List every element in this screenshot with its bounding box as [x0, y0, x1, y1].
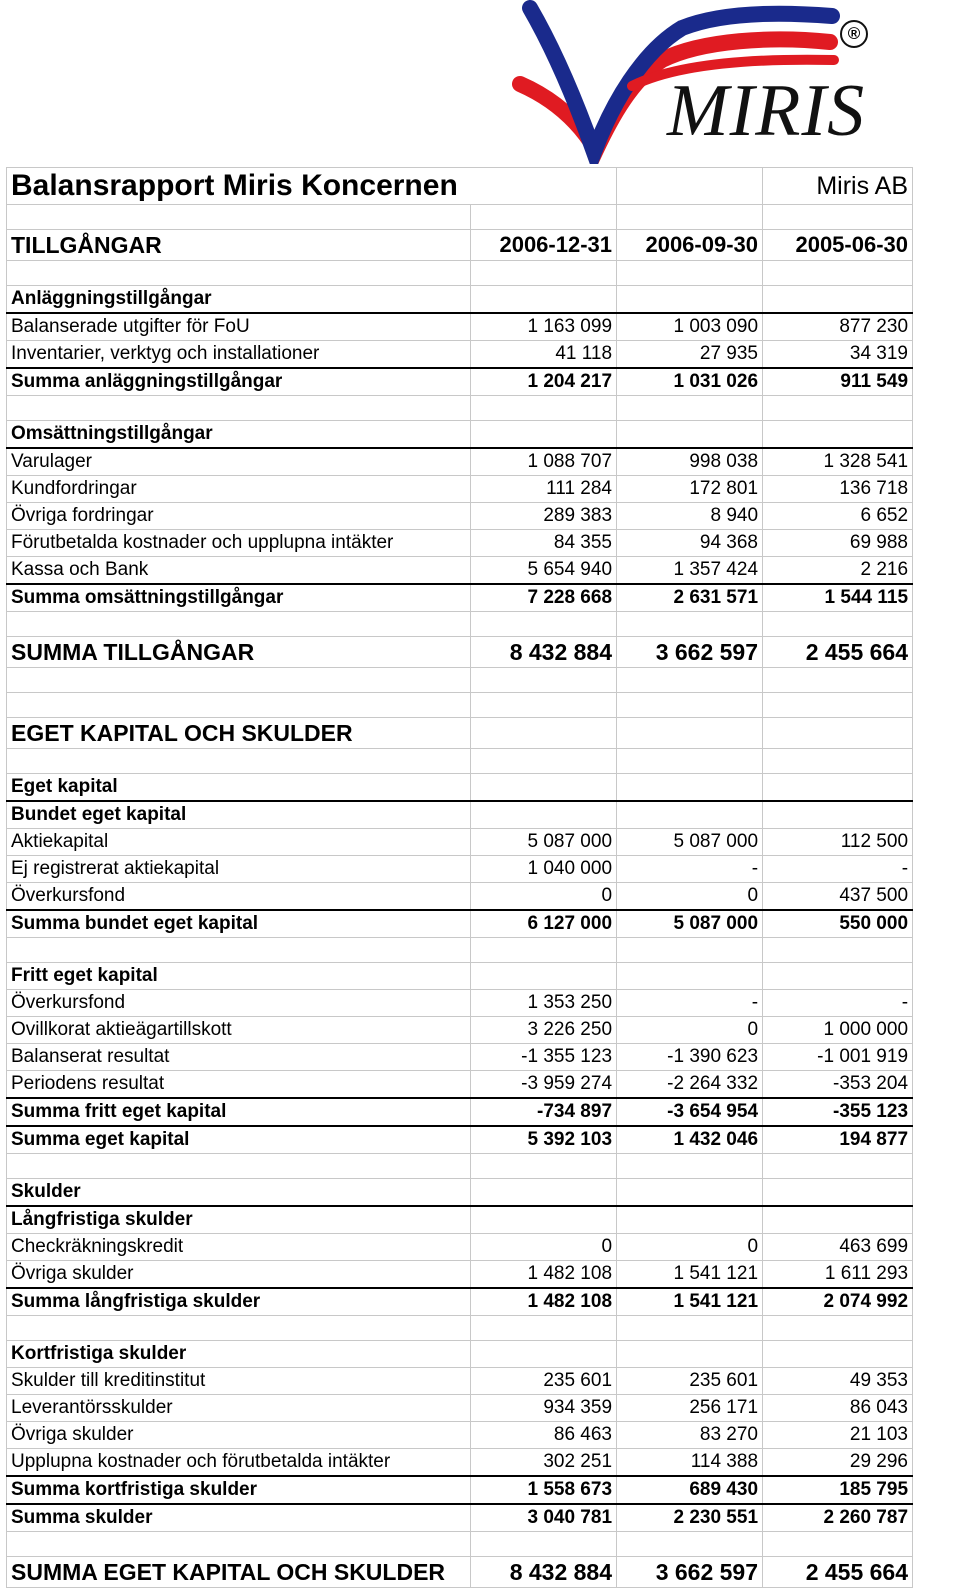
value-cell: 911 549: [763, 368, 913, 396]
column-date-1: 2006-09-30: [617, 230, 763, 261]
empty-cell: [617, 1206, 763, 1234]
sum-row-summa-fritt-eget-kapital: [7, 1098, 913, 1126]
blank-row: [7, 261, 913, 286]
value-cell: 998 038: [617, 448, 763, 476]
value-cell: 2 074 992: [763, 1288, 913, 1316]
empty-cell: [617, 1154, 763, 1179]
empty-cell: [471, 1532, 617, 1557]
empty-cell: [617, 396, 763, 421]
section-row-omsattningstillgangar: [7, 421, 913, 449]
empty-cell: [763, 718, 913, 749]
empty-cell: [7, 938, 471, 963]
sub-row-langfristiga-skulder: [7, 1206, 913, 1234]
item-row-balanserat-resultat: [7, 1044, 913, 1071]
empty-cell: [7, 396, 471, 421]
value-cell: 1 357 424: [617, 557, 763, 585]
row-label: Summa omsättningstillgångar: [7, 584, 471, 612]
empty-cell: [763, 693, 913, 718]
empty-cell: [763, 938, 913, 963]
empty-cell: [471, 1316, 617, 1341]
empty-cell: [617, 938, 763, 963]
empty-cell: [471, 1206, 617, 1234]
value-cell: 5 087 000: [617, 829, 763, 856]
item-row-kassa-och-bank: [7, 557, 913, 585]
value-cell: 0: [617, 1234, 763, 1261]
registered-mark: ®: [840, 20, 868, 48]
row-label: Varulager: [7, 448, 471, 476]
grand-row-summa-tillgangar: [7, 637, 913, 668]
value-cell: 84 355: [471, 530, 617, 557]
row-label: SUMMA EGET KAPITAL OCH SKULDER: [7, 1557, 471, 1588]
row-label: Omsättningstillgångar: [7, 421, 471, 449]
value-cell: 6 127 000: [471, 910, 617, 938]
row-label: Summa skulder: [7, 1504, 471, 1532]
empty-cell: [471, 421, 617, 449]
empty-cell: [617, 1532, 763, 1557]
value-cell: 3 662 597: [617, 1557, 763, 1588]
item-row-aktiekapital: [7, 829, 913, 856]
row-label: Eget kapital: [7, 774, 471, 802]
empty-cell: [7, 1532, 471, 1557]
value-cell: 289 383: [471, 503, 617, 530]
empty-cell: [617, 421, 763, 449]
empty-cell: [471, 718, 617, 749]
value-cell: -2 264 332: [617, 1071, 763, 1099]
row-label: Långfristiga skulder: [7, 1206, 471, 1234]
value-cell: -3 654 954: [617, 1098, 763, 1126]
empty-cell: [471, 938, 617, 963]
row-label: SUMMA TILLGÅNGAR: [7, 637, 471, 668]
value-cell: 1 204 217: [471, 368, 617, 396]
value-cell: 235 601: [617, 1368, 763, 1395]
value-cell: 3 040 781: [471, 1504, 617, 1532]
empty-cell: [7, 749, 471, 774]
value-cell: 194 877: [763, 1126, 913, 1154]
row-label: Fritt eget kapital: [7, 963, 471, 990]
row-label: Checkräkningskredit: [7, 1234, 471, 1261]
empty-cell: [7, 1154, 471, 1179]
sum-row-summa-omsattningstillgangar: [7, 584, 913, 612]
sum-row-summa-eget-kapital: [7, 1126, 913, 1154]
value-cell: 256 171: [617, 1395, 763, 1422]
value-cell: 111 284: [471, 476, 617, 503]
row-label: Kundfordringar: [7, 476, 471, 503]
value-cell: -353 204: [763, 1071, 913, 1099]
item-row-checkrakningskredit: [7, 1234, 913, 1261]
empty-cell: [471, 749, 617, 774]
value-cell: 29 296: [763, 1449, 913, 1477]
assets-heading: TILLGÅNGAR: [7, 230, 471, 261]
empty-cell: [617, 963, 763, 990]
value-cell: 1 482 108: [471, 1261, 617, 1289]
empty-cell: [763, 963, 913, 990]
blank-row: [7, 396, 913, 421]
value-cell: -355 123: [763, 1098, 913, 1126]
empty-cell: [471, 286, 617, 314]
logo-wordmark: MIRIS: [667, 70, 866, 152]
empty-cell: [763, 1206, 913, 1234]
blank-row: [7, 1154, 913, 1179]
value-cell: 172 801: [617, 476, 763, 503]
entity-name: Miris AB: [763, 168, 913, 205]
empty-cell: [617, 261, 763, 286]
row-label: Övriga skulder: [7, 1261, 471, 1289]
value-cell: 41 118: [471, 341, 617, 369]
sum-row-summa-anlaggningstillgangar: [7, 368, 913, 396]
blank-row: [7, 612, 913, 637]
value-cell: 114 388: [617, 1449, 763, 1477]
item-row-varulager: [7, 448, 913, 476]
value-cell: 5 087 000: [617, 910, 763, 938]
value-cell: 83 270: [617, 1422, 763, 1449]
empty-cell: [7, 612, 471, 637]
row-label: Kassa och Bank: [7, 557, 471, 585]
value-cell: 689 430: [617, 1476, 763, 1504]
item-row-ovriga-skulder: [7, 1261, 913, 1289]
item-row-ovriga-fordringar: [7, 503, 913, 530]
value-cell: 49 353: [763, 1368, 913, 1395]
value-cell: 86 463: [471, 1422, 617, 1449]
value-cell: 112 500: [763, 829, 913, 856]
value-cell: -: [617, 856, 763, 883]
value-cell: 2 216: [763, 557, 913, 585]
item-row-overkursfond: [7, 990, 913, 1017]
item-row-leverantorsskulder: [7, 1395, 913, 1422]
row-label: Kortfristiga skulder: [7, 1341, 471, 1368]
row-label: EGET KAPITAL OCH SKULDER: [7, 718, 471, 749]
value-cell: 550 000: [763, 910, 913, 938]
item-row-ovriga-skulder: [7, 1422, 913, 1449]
empty-cell: [763, 612, 913, 637]
empty-cell: [617, 1179, 763, 1207]
value-cell: 877 230: [763, 313, 913, 341]
value-cell: 1 088 707: [471, 448, 617, 476]
value-cell: 5 654 940: [471, 557, 617, 585]
report-title-row: [7, 168, 913, 205]
row-label: Skulder: [7, 1179, 471, 1207]
empty-cell: [617, 749, 763, 774]
item-row-balanserade-utgifter-for-fou: [7, 313, 913, 341]
sum-row-summa-kortfristiga-skulder: [7, 1476, 913, 1504]
row-label: Summa bundet eget kapital: [7, 910, 471, 938]
blank-row: [7, 668, 913, 693]
row-label: Balanserade utgifter för FoU: [7, 313, 471, 341]
empty-cell: [471, 963, 617, 990]
empty-cell: [763, 261, 913, 286]
item-row-inventarier-verktyg-och-installationer: [7, 341, 913, 369]
value-cell: 1 000 000: [763, 1017, 913, 1044]
value-cell: 1 611 293: [763, 1261, 913, 1289]
row-label: Ovillkorat aktieägartillskott: [7, 1017, 471, 1044]
section-row-skulder: [7, 1179, 913, 1207]
value-cell: 3 662 597: [617, 637, 763, 668]
row-label: Inventarier, verktyg och installationer: [7, 341, 471, 369]
row-label: Periodens resultat: [7, 1071, 471, 1099]
item-row-ovillkorat-aktieagartillskott: [7, 1017, 913, 1044]
value-cell: 0: [617, 883, 763, 911]
item-row-overkursfond: [7, 883, 913, 911]
value-cell: -1 390 623: [617, 1044, 763, 1071]
row-label: Bundet eget kapital: [7, 801, 471, 829]
empty-cell: [763, 1179, 913, 1207]
empty-cell: [763, 1154, 913, 1179]
empty-cell: [763, 396, 913, 421]
row-label: Summa långfristiga skulder: [7, 1288, 471, 1316]
value-cell: 302 251: [471, 1449, 617, 1477]
value-cell: -: [763, 990, 913, 1017]
value-cell: 2 631 571: [617, 584, 763, 612]
empty-cell: [7, 668, 471, 693]
empty-cell: [763, 286, 913, 314]
value-cell: 7 228 668: [471, 584, 617, 612]
row-label: Aktiekapital: [7, 829, 471, 856]
empty-cell: [7, 1316, 471, 1341]
empty-cell: [763, 421, 913, 449]
value-cell: 934 359: [471, 1395, 617, 1422]
sum-row-summa-bundet-eget-kapital: [7, 910, 913, 938]
value-cell: 463 699: [763, 1234, 913, 1261]
value-cell: 34 319: [763, 341, 913, 369]
value-cell: 8 940: [617, 503, 763, 530]
value-cell: 94 368: [617, 530, 763, 557]
item-row-skulder-till-kreditinstitut: [7, 1368, 913, 1395]
value-cell: -1 001 919: [763, 1044, 913, 1071]
row-label: Leverantörsskulder: [7, 1395, 471, 1422]
value-cell: -734 897: [471, 1098, 617, 1126]
empty-cell: [763, 749, 913, 774]
empty-cell: [617, 612, 763, 637]
value-cell: 1 541 121: [617, 1261, 763, 1289]
section-row-kortfristiga-skulder: [7, 1341, 913, 1368]
value-cell: 27 935: [617, 341, 763, 369]
empty-cell: [7, 261, 471, 286]
row-label: Övriga skulder: [7, 1422, 471, 1449]
value-cell: 1 163 099: [471, 313, 617, 341]
empty-cell: [763, 1316, 913, 1341]
value-cell: 2 230 551: [617, 1504, 763, 1532]
item-row-ej-registrerat-aktiekapital: [7, 856, 913, 883]
row-label: Summa eget kapital: [7, 1126, 471, 1154]
value-cell: 2 260 787: [763, 1504, 913, 1532]
empty-cell: [617, 718, 763, 749]
value-cell: -1 355 123: [471, 1044, 617, 1071]
sum-row-summa-skulder: [7, 1504, 913, 1532]
empty-cell: [471, 1341, 617, 1368]
row-label: Balanserat resultat: [7, 1044, 471, 1071]
blank-row: [7, 1316, 913, 1341]
value-cell: 1 031 026: [617, 368, 763, 396]
value-cell: 8 432 884: [471, 1557, 617, 1588]
value-cell: 6 652: [763, 503, 913, 530]
empty-cell: [471, 612, 617, 637]
item-row-forutbetalda-kostnader-och-upplupna-intakter: [7, 530, 913, 557]
value-cell: 235 601: [471, 1368, 617, 1395]
empty-cell: [471, 261, 617, 286]
report-title: Balansrapport Miris Koncernen: [7, 168, 617, 205]
row-label: Summa anläggningstillgångar: [7, 368, 471, 396]
empty-cell: [471, 205, 617, 230]
value-cell: 1 558 673: [471, 1476, 617, 1504]
empty-cell: [7, 205, 471, 230]
value-cell: 2 455 664: [763, 1557, 913, 1588]
value-cell: 136 718: [763, 476, 913, 503]
empty-cell: [471, 801, 617, 829]
empty-cell: [471, 693, 617, 718]
blank-row: [7, 1532, 913, 1557]
sum-row-summa-langfristiga-skulder: [7, 1288, 913, 1316]
empty-cell: [471, 1179, 617, 1207]
empty-cell: [617, 205, 763, 230]
empty-cell: [617, 668, 763, 693]
value-cell: 5 392 103: [471, 1126, 617, 1154]
value-cell: 1 040 000: [471, 856, 617, 883]
empty-cell: [763, 668, 913, 693]
blank-row: [7, 938, 913, 963]
blank-row: [7, 749, 913, 774]
column-header-row: [7, 230, 913, 261]
item-row-upplupna-kostnader-och-forutbetalda-intakter: [7, 1449, 913, 1477]
empty-cell: [617, 168, 763, 205]
value-cell: 2 455 664: [763, 637, 913, 668]
sub-row-bundet-eget-kapital: [7, 801, 913, 829]
empty-cell: [617, 774, 763, 802]
empty-cell: [763, 774, 913, 802]
value-cell: 1 482 108: [471, 1288, 617, 1316]
row-label: Summa fritt eget kapital: [7, 1098, 471, 1126]
value-cell: 3 226 250: [471, 1017, 617, 1044]
value-cell: 69 988: [763, 530, 913, 557]
balance-sheet-table: [6, 167, 913, 1588]
row-label: Summa kortfristiga skulder: [7, 1476, 471, 1504]
value-cell: 1 544 115: [763, 584, 913, 612]
empty-cell: [763, 205, 913, 230]
empty-cell: [763, 1341, 913, 1368]
row-label: Skulder till kreditinstitut: [7, 1368, 471, 1395]
value-cell: 8 432 884: [471, 637, 617, 668]
value-cell: 86 043: [763, 1395, 913, 1422]
value-cell: -3 959 274: [471, 1071, 617, 1099]
section-row-eget-kapital: [7, 774, 913, 802]
row-label: Anläggningstillgångar: [7, 286, 471, 314]
item-row-kundfordringar: [7, 476, 913, 503]
value-cell: 437 500: [763, 883, 913, 911]
empty-cell: [617, 801, 763, 829]
value-cell: -: [763, 856, 913, 883]
column-date-2: 2005-06-30: [763, 230, 913, 261]
value-cell: 0: [471, 883, 617, 911]
value-cell: 1 432 046: [617, 1126, 763, 1154]
value-cell: 1 353 250: [471, 990, 617, 1017]
empty-cell: [471, 1154, 617, 1179]
value-cell: 1 328 541: [763, 448, 913, 476]
row-label: Överkursfond: [7, 883, 471, 911]
row-label: Förutbetalda kostnader och upplupna intäkter: [7, 530, 471, 557]
value-cell: 21 103: [763, 1422, 913, 1449]
row-label: Ej registrerat aktiekapital: [7, 856, 471, 883]
empty-cell: [471, 774, 617, 802]
empty-cell: [617, 1316, 763, 1341]
item-row-periodens-resultat: [7, 1071, 913, 1099]
section-row-anlaggningstillgangar: [7, 286, 913, 314]
empty-cell: [471, 668, 617, 693]
section-row-fritt-eget-kapital: [7, 963, 913, 990]
row-label: Upplupna kostnader och förutbetalda intäkter: [7, 1449, 471, 1477]
column-date-0: 2006-12-31: [471, 230, 617, 261]
empty-cell: [7, 693, 471, 718]
bigheading-row-eget-kapital-och-skulder: [7, 718, 913, 749]
value-cell: 0: [471, 1234, 617, 1261]
value-cell: 1 541 121: [617, 1288, 763, 1316]
value-cell: 5 087 000: [471, 829, 617, 856]
empty-cell: [763, 801, 913, 829]
value-cell: 1 003 090: [617, 313, 763, 341]
grand-row-summa-eget-kapital-och-skulder: [7, 1557, 913, 1588]
empty-cell: [617, 286, 763, 314]
value-cell: -: [617, 990, 763, 1017]
blank-row: [7, 693, 913, 718]
empty-cell: [617, 693, 763, 718]
row-label: Överkursfond: [7, 990, 471, 1017]
blank-row: [7, 205, 913, 230]
value-cell: 185 795: [763, 1476, 913, 1504]
empty-cell: [617, 1341, 763, 1368]
value-cell: 0: [617, 1017, 763, 1044]
empty-cell: [471, 396, 617, 421]
row-label: Övriga fordringar: [7, 503, 471, 530]
empty-cell: [763, 1532, 913, 1557]
